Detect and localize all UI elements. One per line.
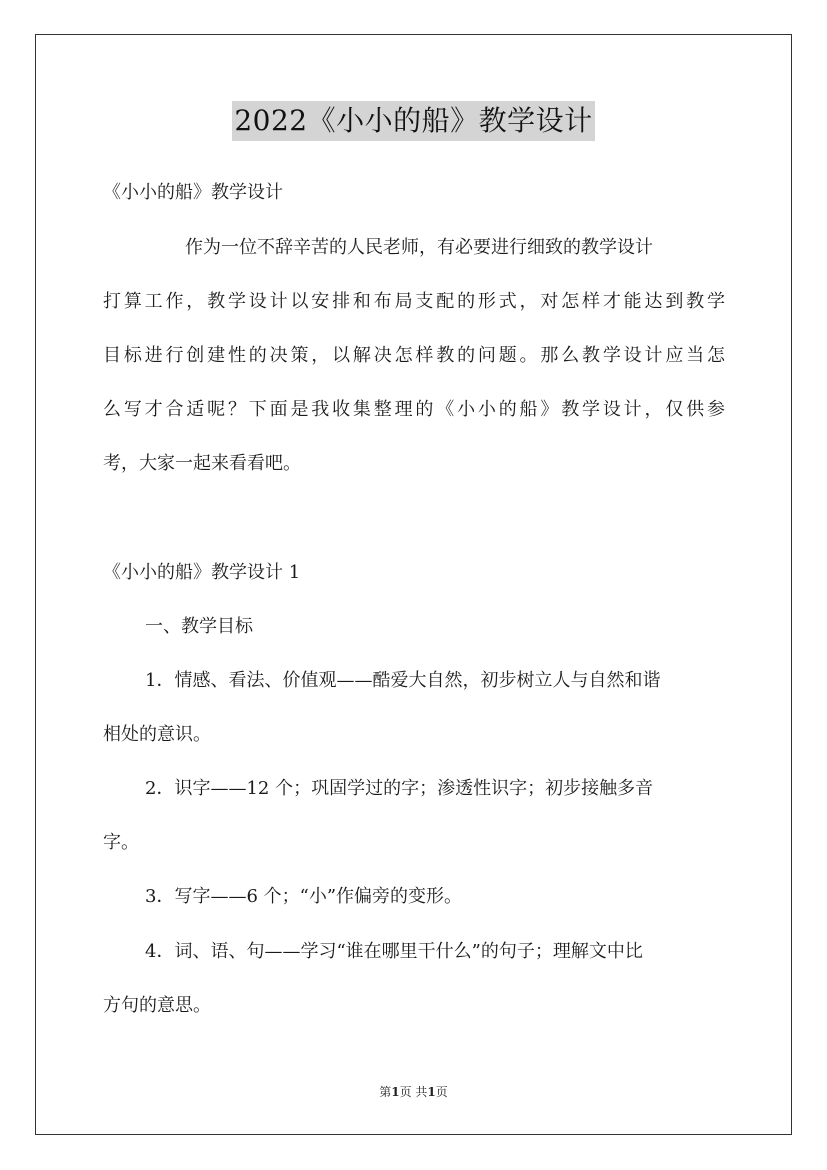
page-footer bbox=[0, 1084, 827, 1100]
footer-label-b: 页 共 bbox=[399, 1085, 428, 1099]
intro-line-3: 目标进行创建性的决策，以解决怎样教的问题。那么教学设计应当怎 bbox=[103, 345, 725, 366]
intro-line-1: 作为一位不辞辛苦的人民老师，有必要进行细致的教学设计 bbox=[185, 237, 653, 258]
item-4-line-2: 方句的意思。 bbox=[103, 995, 211, 1016]
item-2-line-1: 2．识字——12 个；巩固学过的字；渗透性识字；初步接触多音 bbox=[145, 778, 654, 799]
document-title: 2022《小小的船》教学设计 bbox=[232, 101, 594, 141]
footer-label-c: 页 bbox=[435, 1085, 448, 1099]
intro-line-4: 么写才合适呢？下面是我收集整理的《小小的船》教学设计，仅供参 bbox=[103, 399, 725, 420]
item-4-line-1: 4．词、语、句——学习“谁在哪里干什么”的句子；理解文中比 bbox=[145, 941, 643, 962]
subtitle: 《小小的船》教学设计 bbox=[103, 182, 283, 203]
item-1-line-2: 相处的意识。 bbox=[103, 724, 211, 745]
footer-page-total: 1 bbox=[427, 1085, 436, 1099]
item-1-line-1: 1．情感、看法、价值观——酷爱大自然，初步树立人与自然和谐 bbox=[145, 670, 661, 691]
footer-label-a: 第 bbox=[379, 1085, 392, 1099]
intro-line-2: 打算工作，教学设计以安排和布局支配的形式，对怎样才能达到教学 bbox=[103, 291, 725, 312]
intro-line-5: 考，大家一起来看看吧。 bbox=[103, 453, 301, 474]
title-container bbox=[0, 101, 827, 141]
footer-page-number: 1 bbox=[391, 1085, 400, 1099]
heading-teaching-goals: 一、教学目标 bbox=[145, 616, 253, 637]
item-3: 3．写字——6 个；“小”作偏旁的变形。 bbox=[145, 886, 463, 907]
item-2-line-2: 字。 bbox=[103, 832, 139, 853]
section-title: 《小小的船》教学设计 1 bbox=[103, 562, 301, 583]
